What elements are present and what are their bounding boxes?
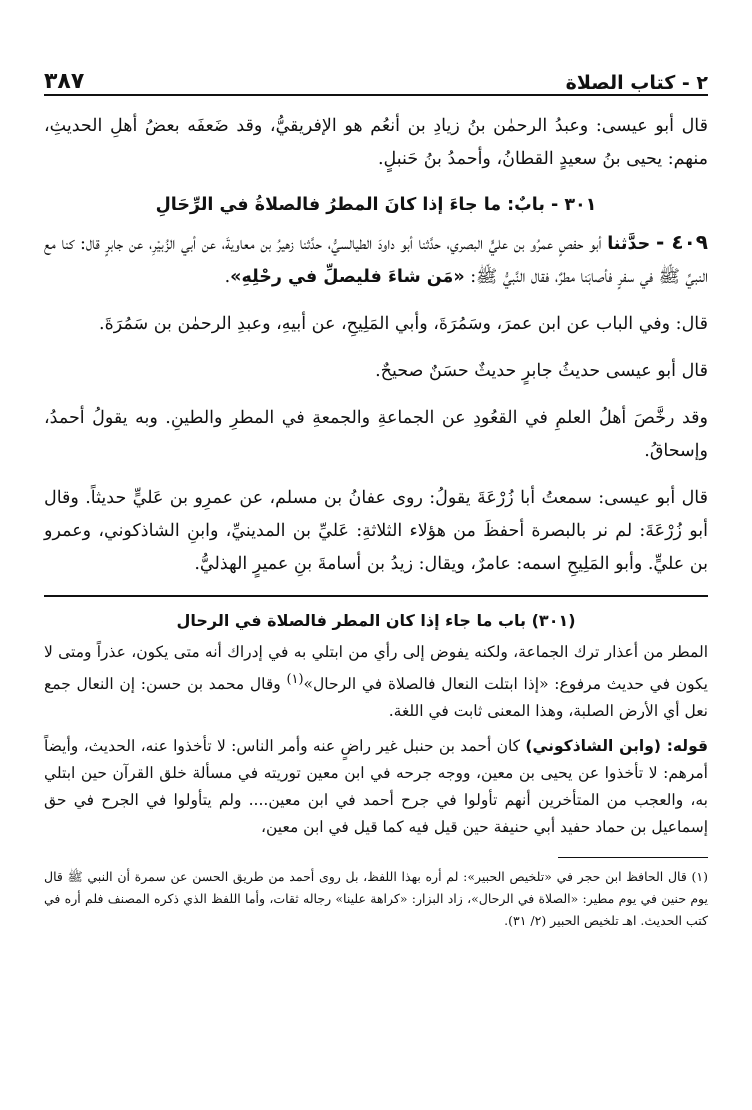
commentary-paragraph-1 xyxy=(44,639,708,725)
hadith-number: ٤٠٩ - xyxy=(655,230,708,254)
hadith-paragraph xyxy=(44,226,708,294)
hadith-haddathana: حدَّثنا xyxy=(607,234,651,254)
hadith-quote: «مَن شاءَ فليصلِّ في رحْلِهِ» xyxy=(230,267,465,287)
commentary-p2-label: قوله: (وابن الشاذكوني) xyxy=(525,737,708,756)
footnote-divider xyxy=(558,857,708,858)
commentary-p2-text: كان أحمد بن حنبل غير راضٍ عنه وأمر الناس: لا تأخذوا عنه، الحديث، وأيضاً أمرهم: لا تأخذوا عن يحيى بن معين، ووجه جرحه في ابن معين توريته في مسألة خلق القرآن حين ابتلي به، والعجب من المتأخرين أنهم تأولوا في جرح أحمد في ابن معين.... ولم يتأولوا في الجرح في حق إسماعيل بن حماد حفيد أبي حنيفة حين قيل فيه كما قيل في ابن معين، xyxy=(44,737,708,837)
paragraph-rukhsa: وقد رخَّصَ أهلُ العلمِ في القعُودِ عن الجماعةِ والجمعةِ في المطرِ والطينِ. وبه يقولُ أحمدُ، وإسحاقُ. xyxy=(44,408,708,461)
commentary-heading: (٣٠١) باب ما جاء إذا كان المطر فالصلاة في الرحال xyxy=(176,611,576,630)
paragraph-bab: قال: وفي الباب عن ابن عمرَ، وسَمُرَةَ، وأبي المَلِيحِ، عن أبيهِ، وعبدِ الرحمٰن بن سَمُرَةَ. xyxy=(99,314,708,334)
footnote-ref: (١) xyxy=(286,672,304,687)
footnote-1: (١) قال الحافظ ابن حجر في «تلخيص الحبير»: لم أره بهذا اللفظ، بل روى أحمد من طريق الحسن عن سمرة أن النبي ﷺ قال يوم حنين في يوم مطير: «الصلاة في الرحال»، زاد البزار: «كراهة علينا» رجاله ثقات، وأما اللفظ الذي ذكره المصنف فلم أره في كتب الحديث. اهـ تلخيص الحبير (٢/ ٣١). xyxy=(44,869,708,929)
page-number: ٣٨٧ xyxy=(44,69,85,94)
paragraph-abu-zura: قال أبو عيسى: سمعتُ أبا زُرْعَةَ يقولُ: روى عفانُ بن مسلم، عن عمرِو بن عَليٍّ حديثاً. وقال أبو زُرْعَةَ: لم نر بالبصرة أحفظَ من هؤلاء الثلاثةِ: عَليِّ بن المدينيِّ، وابنِ الشاذكوني، وعمرو بن عليٍّ. وأبو المَلِيحِ اسمه: عامرٌ، ويقال: زيدُ بن أسامةَ بنِ عميرٍ الهذليُّ. xyxy=(44,488,708,574)
running-header xyxy=(44,62,708,96)
chapter-title: ٢ - كتاب الصلاة xyxy=(565,72,708,94)
commentary-p1-a: المطر من أعذار ترك الجماعة، ولكنه يفوض إلى رأي من ابتلي به في إدراك أنه متى يكون، عذراً ومتى لا يكون في حديث مرفوع: «إذا ابتلت النعال فالصلاة في الرحال» xyxy=(44,643,708,694)
commentary-paragraph-2 xyxy=(44,733,708,841)
hadith-end: . xyxy=(224,267,231,287)
paragraph-grade: قال أبو عيسى حديثُ جابرٍ حديثٌ حسَنٌ صحيحٌ. xyxy=(375,361,708,381)
commentary-p1-b: وقال محمد بن حسن: إن النعال جمع نعل أي الأرض الصلبة، وهذا المعنى ثابت في اللغة. xyxy=(44,675,708,721)
chapter-heading: ٣٠١ - بابٌ: ما جاءَ إذا كانَ المطرُ فالصلاةُ في الرِّحَالِ xyxy=(155,195,597,215)
footnotes xyxy=(44,866,708,932)
section-divider xyxy=(44,595,708,597)
main-text xyxy=(44,110,708,581)
hadith-isnad: أبو حفصٍ عمرُو بن عليٍّ البصري، حدَّثنا أبو داودَ الطيالسيُّ، حدَّثنا زهيرُ بن معاويةَ، عن أبي الزُبيْرِ، عن جابرٍ قال: كنا مع النبيِّ ﷺ في سفرٍ فأصابَنا مطرٌ، فقال النَّبيُّ ﷺ: xyxy=(44,234,708,287)
paragraph-abu-isa-1: قال أبو عيسى: وعبدُ الرحمٰن بنُ زيادِ بن أنعُم هو الإفريقيُّ، وقد ضَعفَه بعضُ أهلِ الحديثِ، منهم: يحيى بنُ سعيدٍ القطانُ، وأحمدُ بنُ حَنبلٍ. xyxy=(44,116,708,169)
commentary xyxy=(44,607,708,841)
